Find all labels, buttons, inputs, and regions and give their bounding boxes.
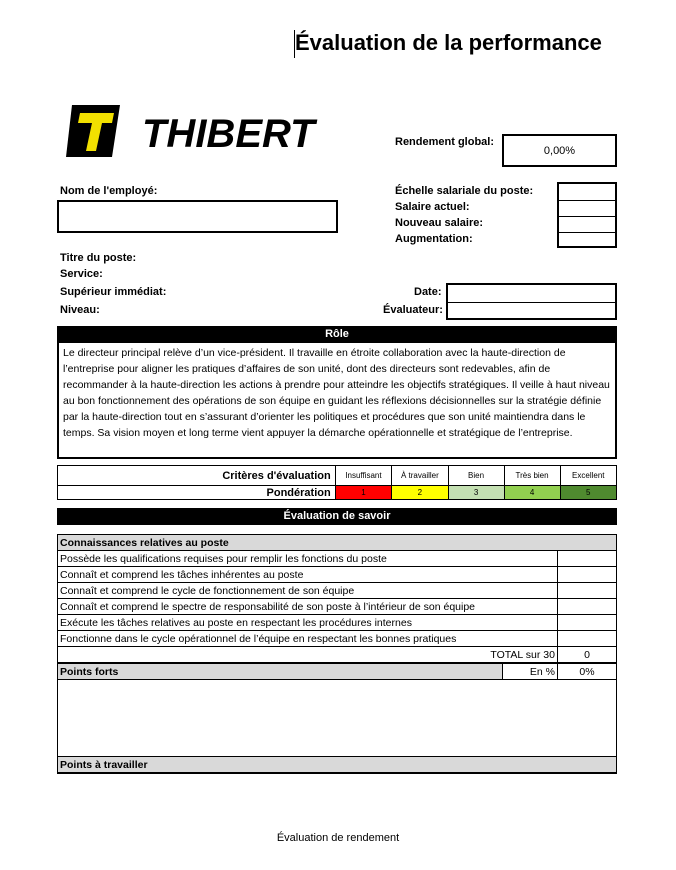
- raise-field[interactable]: [559, 233, 615, 247]
- criteria-level-name: Excellent: [560, 466, 616, 486]
- current-salary-field[interactable]: [559, 201, 615, 217]
- employee-name-field[interactable]: [57, 200, 338, 233]
- date-label: Date:: [414, 286, 442, 298]
- new-salary-field[interactable]: [559, 217, 615, 233]
- raise-label: Augmentation:: [395, 233, 473, 245]
- current-salary-label: Salaire actuel:: [395, 201, 470, 213]
- rendement-global-value: 0,00%: [502, 134, 617, 167]
- table-row: [58, 599, 617, 615]
- savoir-table: [57, 534, 617, 774]
- weight-cell: 4: [504, 486, 560, 500]
- logo-text: THIBERT: [142, 112, 315, 156]
- salary-scale-label: Échelle salariale du poste:: [395, 185, 534, 197]
- table-row: [58, 631, 617, 647]
- criteria-level-name: À travailler: [392, 466, 448, 486]
- evaluator-label: Évaluateur:: [383, 304, 443, 316]
- strengths-field[interactable]: [58, 680, 617, 757]
- percent-label: En %: [503, 663, 558, 680]
- table-row: [58, 583, 617, 599]
- total-label: TOTAL sur 30: [58, 647, 558, 664]
- weight-label: Pondération: [58, 486, 336, 500]
- criteria-table: [57, 465, 617, 500]
- score-cell[interactable]: [558, 567, 617, 583]
- score-cell[interactable]: [558, 551, 617, 567]
- score-cell[interactable]: [558, 631, 617, 647]
- job-title-label: Titre du poste:: [60, 252, 137, 264]
- date-evaluator-fields: [446, 283, 617, 320]
- weight-cell: 5: [560, 486, 616, 500]
- role-description: Le directeur principal relève d’un vice-président. Il travaille en étroite collaboration avec la haute-direction de l’entreprise pour aligner les pratiques d’affaires de son unité, dont des directeurs sont redevables, afin de recommander à la haute-direction les actions à prendre pour atteindre les objectifs stratégiques. Il veille à haut niveau au bon fonctionnement des opérations de son équipe en guidant les réflexions décisionnelles sur la stratégie définie par la haute-direction tout en s’assurant d’orienter les politiques et procédures que son unité maintiendra dans le temps. Sa vision moyen et long terme vient appuyer la démarche opérationnelle et stratégique de l’entreprise.: [57, 343, 617, 459]
- table-row: [58, 551, 617, 567]
- role-header: Rôle: [57, 326, 617, 343]
- weight-cell: 1: [335, 486, 392, 500]
- supervisor-label: Supérieur immédiat:: [60, 286, 167, 298]
- weight-cell: 3: [448, 486, 504, 500]
- page-footer: Évaluation de rendement: [276, 832, 400, 844]
- criteria-level-name: Insuffisant: [335, 466, 392, 486]
- level-label: Niveau:: [60, 304, 100, 316]
- strengths-label: Points forts: [58, 663, 503, 680]
- score-cell[interactable]: [558, 599, 617, 615]
- page-title: Évaluation de la performance: [295, 30, 602, 55]
- criterion-text: Connaît et comprend le spectre de responsabilité de son poste à l’intérieur de son équipe: [58, 599, 558, 615]
- salary-scale-field[interactable]: [559, 184, 615, 201]
- employee-name-label: Nom de l'employé:: [60, 185, 158, 197]
- evaluator-field[interactable]: [448, 303, 615, 319]
- criterion-text: Connaît et comprend les tâches inhérentes au poste: [58, 567, 558, 583]
- table-row: [58, 615, 617, 631]
- improve-label: Points à travailler: [58, 757, 617, 774]
- date-field[interactable]: [448, 285, 615, 303]
- criteria-level-name: Bien: [448, 466, 504, 486]
- criterion-text: Fonctionne dans le cycle opérationnel de l’équipe en respectant les bonnes pratiques: [58, 631, 558, 647]
- service-label: Service:: [60, 268, 103, 280]
- score-cell[interactable]: [558, 615, 617, 631]
- weight-cell: 2: [392, 486, 448, 500]
- total-value: 0: [558, 647, 617, 664]
- new-salary-label: Nouveau salaire:: [395, 217, 484, 229]
- percent-value: 0%: [558, 663, 617, 680]
- table-row: [58, 567, 617, 583]
- criteria-level-name: Très bien: [504, 466, 560, 486]
- thibert-logo: [66, 103, 366, 159]
- criteria-label: Critères d'évaluation: [58, 466, 336, 486]
- criterion-text: Possède les qualifications requises pour remplir les fonctions du poste: [58, 551, 558, 567]
- salary-fields: [557, 182, 617, 248]
- section-title: Connaissances relatives au poste: [58, 535, 617, 551]
- criterion-text: Connaît et comprend le cycle de fonctionnement de son équipe: [58, 583, 558, 599]
- score-cell[interactable]: [558, 583, 617, 599]
- criterion-text: Exécute les tâches relatives au poste en respectant les procédures internes: [58, 615, 558, 631]
- savoir-header: Évaluation de savoir: [57, 508, 617, 525]
- rendement-global-label: Rendement global:: [395, 136, 495, 148]
